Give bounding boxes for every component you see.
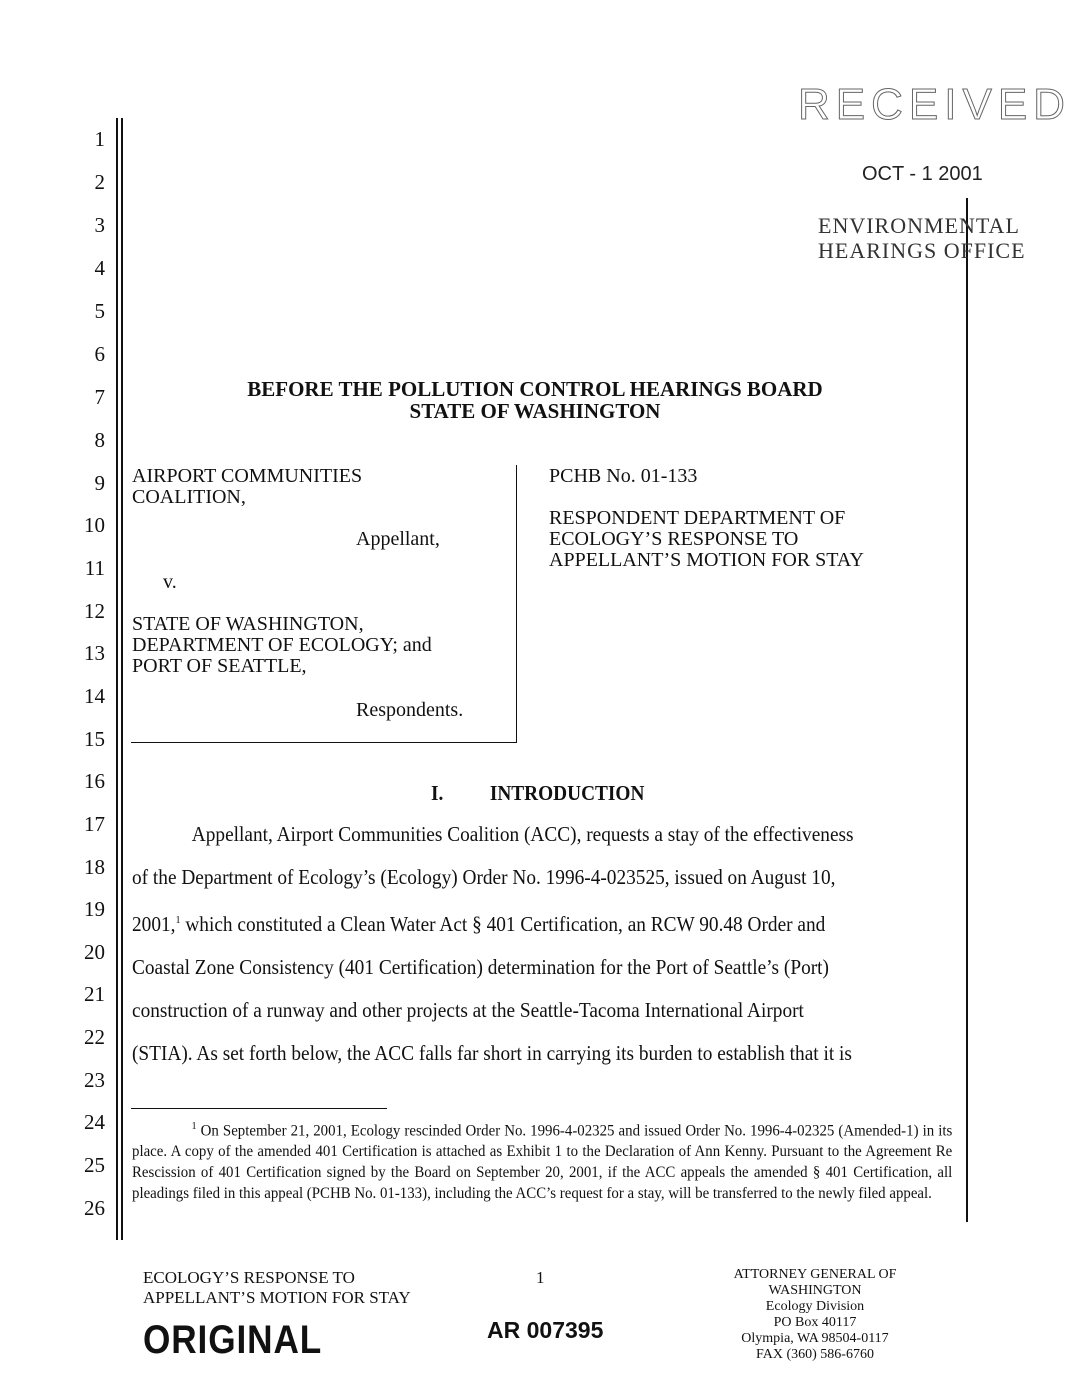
body-line: construction of a runway and other projects at the Seattle-Tacoma International Airport [132,998,804,1022]
body-paragraph [132,813,952,1075]
appellant-name [132,466,362,508]
left-margin-rule [116,118,118,1240]
line-number: 18 [84,855,105,879]
line-number: 13 [84,641,105,665]
line-number: 21 [84,982,105,1006]
line-number: 17 [84,812,105,836]
attorney-general-address [690,1267,940,1363]
respondent-names [132,614,432,677]
section-title: INTRODUCTION [489,781,645,805]
caption-divider [516,465,517,743]
board-heading-line1: BEFORE THE POLLUTION CONTROL HEARINGS BOARD [247,377,823,401]
body-line: (STIA). As set forth below, the ACC falls far short in carrying its burden to establish that it is [132,1041,852,1065]
footer-title-line2: APPELLANT’S MOTION FOR STAY [143,1288,411,1307]
footnote-body: On September 21, 2001, Ecology rescinded Order No. 1996-4-02325 and issued Order No. 1996-4-02325 (Amended-1) in its place. A copy of the amended 401 Certification is attached as Exhibit 1 to the Declaration of Ann Kenny. Pursuant to the Agreement Re Rescission of 401 Certification signed by the Board on September 20, 2001, if the ACC appeals the amended § 401 Certification, all pleadings filed in this appeal (PCHB No. 01-133), including the ACC’s request for a stay, will be transferred to the newly filed appeal. [132,1122,953,1203]
body-text-fragment: which constituted a Clean Water Act § 401 Certification, an RCW 90.48 Order and [180,912,826,936]
respondent-line2: DEPARTMENT OF ECOLOGY; and [132,634,432,656]
document-title-line3: APPELLANT’S MOTION FOR STAY [549,549,864,571]
line-number: 12 [84,599,105,623]
body-text-fragment: 2001, [132,912,176,936]
line-number: 8 [94,428,105,452]
line-number: 14 [84,684,105,708]
line-number: 25 [84,1153,105,1177]
line-number: 6 [94,342,105,366]
received-stamp-text: RECEIVED [798,80,1071,129]
document-title [549,508,864,571]
document-title-line2: ECOLOGY’S RESPONSE TO [549,528,799,550]
right-margin-rule [966,198,968,1222]
document-title-line1: RESPONDENT DEPARTMENT OF [549,507,846,529]
bates-number: AR 007395 [487,1317,604,1343]
line-number: 11 [84,556,105,580]
line-number: 3 [94,213,105,237]
line-number: 10 [84,513,105,537]
respondent-role: Respondents. [356,699,464,721]
footnote-reference[interactable]: 1 [175,914,181,926]
body-line [132,899,951,946]
line-number: 2 [94,170,105,194]
line-number: 16 [84,769,105,793]
address-line: Olympia, WA 98504-0117 [741,1331,889,1346]
footnote-separator [131,1108,387,1109]
body-line: Appellant, Airport Communities Coalition (ACC), requests a stay of the effectiveness [191,822,854,846]
original-stamp: ORIGINAL [143,1318,323,1362]
section-number: I. [431,781,444,805]
address-line: Ecology Division [765,1299,865,1314]
page-number: 1 [536,1268,545,1287]
received-stamp-date: OCT - 1 2001 [862,163,983,185]
line-number: 22 [84,1025,105,1049]
line-number: 9 [94,471,105,495]
respondent-line3: PORT OF SEATTLE, [132,655,307,677]
board-heading-line2: STATE OF WASHINGTON [409,399,661,423]
case-number: PCHB No. 01-133 [549,465,698,487]
left-margin-rule [121,118,123,1240]
line-number: 7 [94,385,105,409]
footer-title [143,1268,411,1308]
line-number: 5 [94,299,105,323]
line-number: 1 [94,127,105,151]
line-number: 24 [84,1110,105,1134]
received-stamp-office-1: ENVIRONMENTAL [818,213,1020,238]
received-stamp-office-2: HEARINGS OFFICE [818,238,1026,263]
line-number: 23 [84,1068,105,1092]
line-number: 19 [84,897,105,921]
footer-title-line1: ECOLOGY’S RESPONSE TO [143,1268,355,1287]
appellant-name-line1: AIRPORT COMMUNITIES [132,465,363,487]
line-number: 20 [84,940,105,964]
line-number: 26 [84,1196,105,1220]
footnote-text [132,1116,952,1204]
board-heading [123,378,947,422]
body-line: Coastal Zone Consistency (401 Certification) determination for the Port of Seattle’s (Port) [132,955,829,979]
appellant-name-line2: COALITION, [132,486,246,508]
versus: v. [163,571,177,593]
appellant-role: Appellant, [356,528,440,550]
section-heading [431,781,644,806]
body-line: of the Department of Ecology’s (Ecology) Order No. 1996-4-023525, issued on August 10, [132,865,836,889]
address-line: ATTORNEY GENERAL OF WASHINGTON [733,1267,897,1298]
caption-underline [131,742,517,743]
address-line: PO Box 40117 [773,1315,857,1330]
footnote-marker: 1 [191,1120,197,1132]
respondent-line1: STATE OF WASHINGTON, [132,613,364,635]
line-number: 15 [84,727,105,751]
footnote [132,1116,952,1204]
address-line: FAX (360) 586-6760 [756,1347,874,1362]
line-number: 4 [94,256,105,280]
